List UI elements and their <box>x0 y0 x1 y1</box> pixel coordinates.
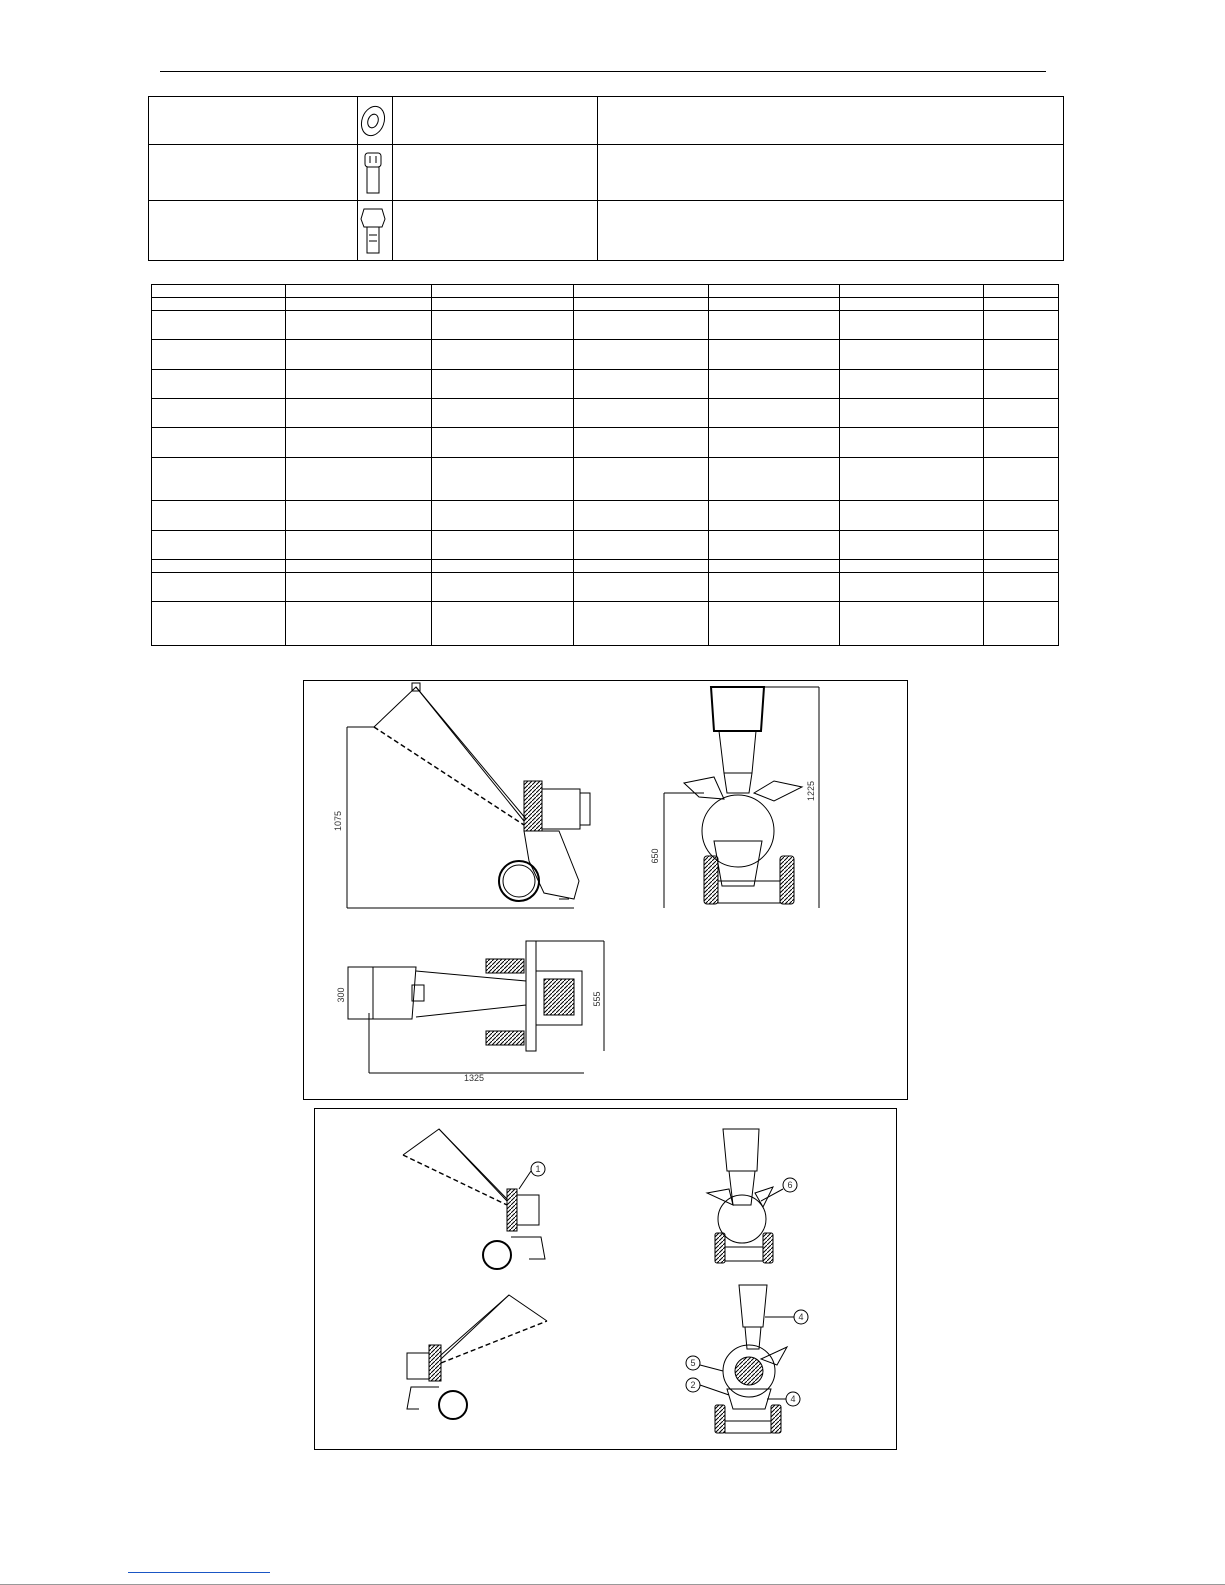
specification-table <box>151 284 1059 646</box>
callout-label: 6 <box>787 1180 793 1190</box>
assembly-view-right-upper <box>707 1129 797 1263</box>
table-row <box>152 457 1059 500</box>
front-view-drawing <box>664 687 819 908</box>
dimension-drawing-panel <box>303 680 908 1100</box>
dimension-label: 300 <box>336 987 346 1003</box>
hex-bolt-icon <box>358 205 388 255</box>
assembly-view-right-lower <box>686 1285 808 1433</box>
dimension-label: 555 <box>592 991 602 1007</box>
table-row <box>152 285 1059 298</box>
table-row <box>152 311 1059 340</box>
dimension-label: 650 <box>650 848 660 864</box>
table-row <box>152 602 1059 646</box>
dimension-label: 1075 <box>333 810 343 832</box>
assembly-drawing-panel <box>314 1108 897 1450</box>
table-row <box>152 369 1059 398</box>
callout-label: 4 <box>798 1312 804 1322</box>
callout-label: 2 <box>690 1380 696 1390</box>
table-row <box>152 559 1059 572</box>
table-row <box>152 399 1059 428</box>
table-row <box>152 573 1059 602</box>
footer-link-underline[interactable] <box>128 1572 270 1573</box>
table-row <box>152 298 1059 311</box>
washer-icon <box>358 101 388 141</box>
socket-screw-icon <box>358 150 388 196</box>
callout-label: 4 <box>790 1394 796 1404</box>
dimension-label: 1325 <box>463 1073 485 1083</box>
table-row <box>149 97 1064 145</box>
table-row <box>152 340 1059 369</box>
table-row <box>152 501 1059 530</box>
side-view-drawing <box>347 683 590 908</box>
table-row <box>152 530 1059 559</box>
assembly-view-left-upper <box>403 1129 545 1269</box>
table-row <box>149 145 1064 200</box>
dimension-label: 1225 <box>806 780 816 802</box>
header-rule <box>160 71 1046 72</box>
hardware-parts-table <box>148 96 1064 261</box>
top-view-drawing <box>348 941 604 1073</box>
callout-label: 1 <box>535 1164 541 1174</box>
table-row <box>149 200 1064 260</box>
callout-label: 5 <box>690 1358 696 1368</box>
table-row <box>152 428 1059 457</box>
assembly-view-left-lower <box>407 1295 547 1419</box>
